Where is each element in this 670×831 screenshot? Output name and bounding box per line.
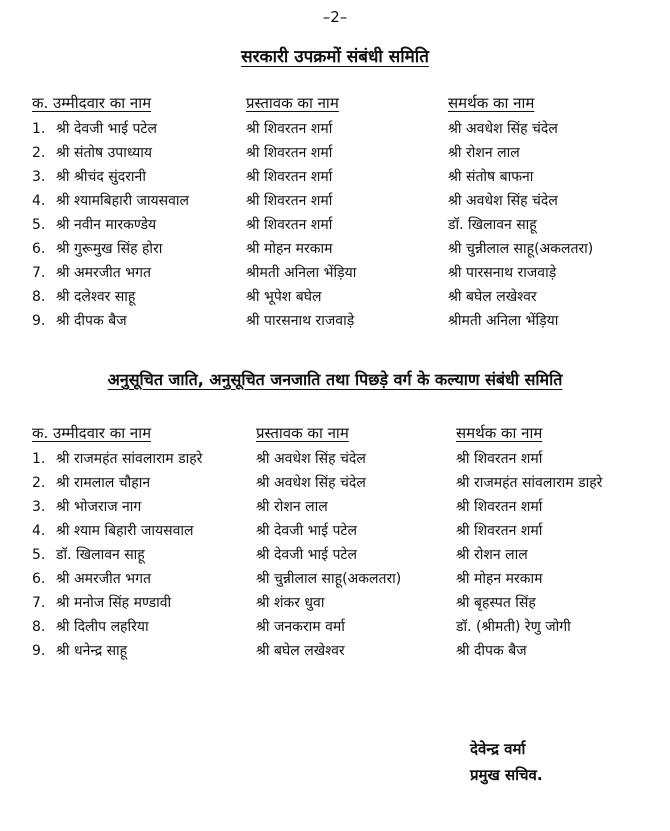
page-number: –2– xyxy=(322,8,348,26)
row-number: 1. xyxy=(32,121,46,137)
section-title xyxy=(0,44,670,67)
table-row xyxy=(0,592,670,616)
header-proposer: प्रस्तावक का नाम xyxy=(246,94,339,112)
proposer-name: श्रीमती अनिला भेंड़िया xyxy=(246,265,357,281)
candidate-name: श्री भोजराज नाग xyxy=(56,499,142,515)
proposer-name: श्री शिवरतन शर्मा xyxy=(246,121,333,137)
section-title xyxy=(0,368,670,390)
proposer-name: श्री बघेल लखेश्वर xyxy=(256,643,345,659)
row-number: 9. xyxy=(32,313,46,329)
header-candidate: क. उम्मीदवार का नाम xyxy=(32,94,152,112)
proposer-name: श्री भूपेश बघेल xyxy=(246,289,322,305)
candidate-name: श्री देवजी भाई पटेल xyxy=(56,121,157,137)
supporter-name: श्री अवधेश सिंह चंदेल xyxy=(448,193,558,209)
row-number: 5. xyxy=(32,547,46,563)
table-row xyxy=(0,520,670,544)
row-number: 6. xyxy=(32,241,46,257)
header-supporter: समर्थक का नाम xyxy=(456,424,543,442)
row-number: 2. xyxy=(32,145,46,161)
candidate-name: श्री श्याम बिहारी जायसवाल xyxy=(56,523,194,539)
table-row xyxy=(0,142,670,166)
row-number: 9. xyxy=(32,643,46,659)
supporter-name: श्री रोशन लाल xyxy=(456,547,528,563)
proposer-name: श्री पारसनाथ राजवाड़े xyxy=(246,313,355,329)
proposer-name: श्री रोशन लाल xyxy=(256,499,328,515)
header-supporter: समर्थक का नाम xyxy=(448,94,535,112)
proposer-name: श्री शिवरतन शर्मा xyxy=(246,217,333,233)
table-row xyxy=(0,544,670,568)
committee-table xyxy=(0,422,670,664)
proposer-name: श्री शंकर धुवा xyxy=(256,595,325,611)
row-number: 4. xyxy=(32,193,46,209)
supporter-name: श्री मोहन मरकाम xyxy=(456,571,543,587)
supporter-name: श्री दीपक बैज xyxy=(456,643,527,659)
supporter-name: श्री अवधेश सिंह चंदेल xyxy=(448,121,558,137)
table-row xyxy=(0,118,670,142)
table-header-row xyxy=(0,422,670,448)
table-row xyxy=(0,568,670,592)
row-number: 7. xyxy=(32,595,46,611)
supporter-name: श्री पारसनाथ राजवाड़े xyxy=(448,265,557,281)
candidate-name: श्री गुरूमुख सिंह होरा xyxy=(56,241,163,257)
supporter-name: श्री शिवरतन शर्मा xyxy=(456,523,543,539)
candidate-name: श्री अमरजीत भगत xyxy=(56,571,151,587)
supporter-name: श्रीमती अनिला भेंड़िया xyxy=(448,313,559,329)
proposer-name: श्री चुन्नीलाल साहू(अकलतरा) xyxy=(256,571,402,587)
supporter-name: श्री बघेल लखेश्वर xyxy=(448,289,537,305)
candidate-name: डॉ. खिलावन साहू xyxy=(56,547,145,563)
candidate-name: श्री दिलीप लहरिया xyxy=(56,619,149,635)
proposer-name: श्री शिवरतन शर्मा xyxy=(246,193,333,209)
table-row xyxy=(0,496,670,520)
section-title-text: अनुसूचित जाति, अनुसूचित जनजाति तथा पिछड़े वर्ग के कल्याण संबंधी समिति xyxy=(107,370,563,389)
supporter-name: डॉ. (श्रीमती) रेणु जोगी xyxy=(456,619,571,635)
candidate-name: श्री श्यामबिहारी जायसवाल xyxy=(56,193,190,209)
proposer-name: श्री जनकराम वर्मा xyxy=(256,619,345,635)
supporter-name: श्री बृहस्पत सिंह xyxy=(456,595,536,611)
candidate-name: श्री अमरजीत भगत xyxy=(56,265,151,281)
row-number: 8. xyxy=(32,289,46,305)
proposer-name: श्री अवधेश सिंह चंदेल xyxy=(256,475,366,491)
row-number: 3. xyxy=(32,499,46,515)
signature-block xyxy=(470,736,543,788)
proposer-name: श्री शिवरतन शर्मा xyxy=(246,169,333,185)
proposer-name: श्री मोहन मरकाम xyxy=(246,241,333,257)
row-number: 6. xyxy=(32,571,46,587)
supporter-name: श्री संतोष बाफना xyxy=(448,169,534,185)
section-title-text: सरकारी उपक्रमों संबंधी समिति xyxy=(241,47,429,67)
candidate-name: श्री संतोष उपाध्याय xyxy=(56,145,152,161)
row-number: 8. xyxy=(32,619,46,635)
signatory-designation: प्रमुख सचिव. xyxy=(470,766,543,784)
table-header-row xyxy=(0,92,670,118)
supporter-name: श्री रोशन लाल xyxy=(448,145,520,161)
table-row xyxy=(0,286,670,310)
table-row xyxy=(0,238,670,262)
candidate-name: श्री श्रीचंद सुंदरानी xyxy=(56,169,146,185)
candidate-name: श्री नवीन मारकण्डेय xyxy=(56,217,157,233)
candidate-name: श्री मनोज सिंह मण्डावी xyxy=(56,595,172,611)
proposer-name: श्री देवजी भाई पटेल xyxy=(256,523,357,539)
proposer-name: श्री शिवरतन शर्मा xyxy=(246,145,333,161)
candidate-name: श्री दीपक बैज xyxy=(56,313,127,329)
table-row xyxy=(0,214,670,238)
supporter-name: श्री राजमहंत सांवलाराम डाहरे xyxy=(456,475,603,491)
row-number: 2. xyxy=(32,475,46,491)
table-row xyxy=(0,472,670,496)
supporter-name: श्री चुन्नीलाल साहू(अकलतरा) xyxy=(448,241,594,257)
table-row xyxy=(0,448,670,472)
supporter-name: श्री शिवरतन शर्मा xyxy=(456,451,543,467)
candidate-name: श्री रामलाल चौहान xyxy=(56,475,151,491)
row-number: 5. xyxy=(32,217,46,233)
committee-table xyxy=(0,92,670,334)
row-number: 4. xyxy=(32,523,46,539)
supporter-name: डॉ. खिलावन साहू xyxy=(448,217,537,233)
signatory-name: देवेन्द्र वर्मा xyxy=(470,740,526,758)
proposer-name: श्री अवधेश सिंह चंदेल xyxy=(256,451,366,467)
table-row xyxy=(0,310,670,334)
table-row xyxy=(0,262,670,286)
table-row xyxy=(0,190,670,214)
header-candidate: क. उम्मीदवार का नाम xyxy=(32,424,152,442)
row-number: 3. xyxy=(32,169,46,185)
candidate-name: श्री धनेन्द्र साहू xyxy=(56,643,128,659)
table-row xyxy=(0,640,670,664)
candidate-name: श्री दलेश्वर साहू xyxy=(56,289,136,305)
supporter-name: श्री शिवरतन शर्मा xyxy=(456,499,543,515)
row-number: 1. xyxy=(32,451,46,467)
proposer-name: श्री देवजी भाई पटेल xyxy=(256,547,357,563)
candidate-name: श्री राजमहंत सांवलाराम डाहरे xyxy=(56,451,203,467)
table-row xyxy=(0,616,670,640)
header-proposer: प्रस्तावक का नाम xyxy=(256,424,349,442)
row-number: 7. xyxy=(32,265,46,281)
table-row xyxy=(0,166,670,190)
